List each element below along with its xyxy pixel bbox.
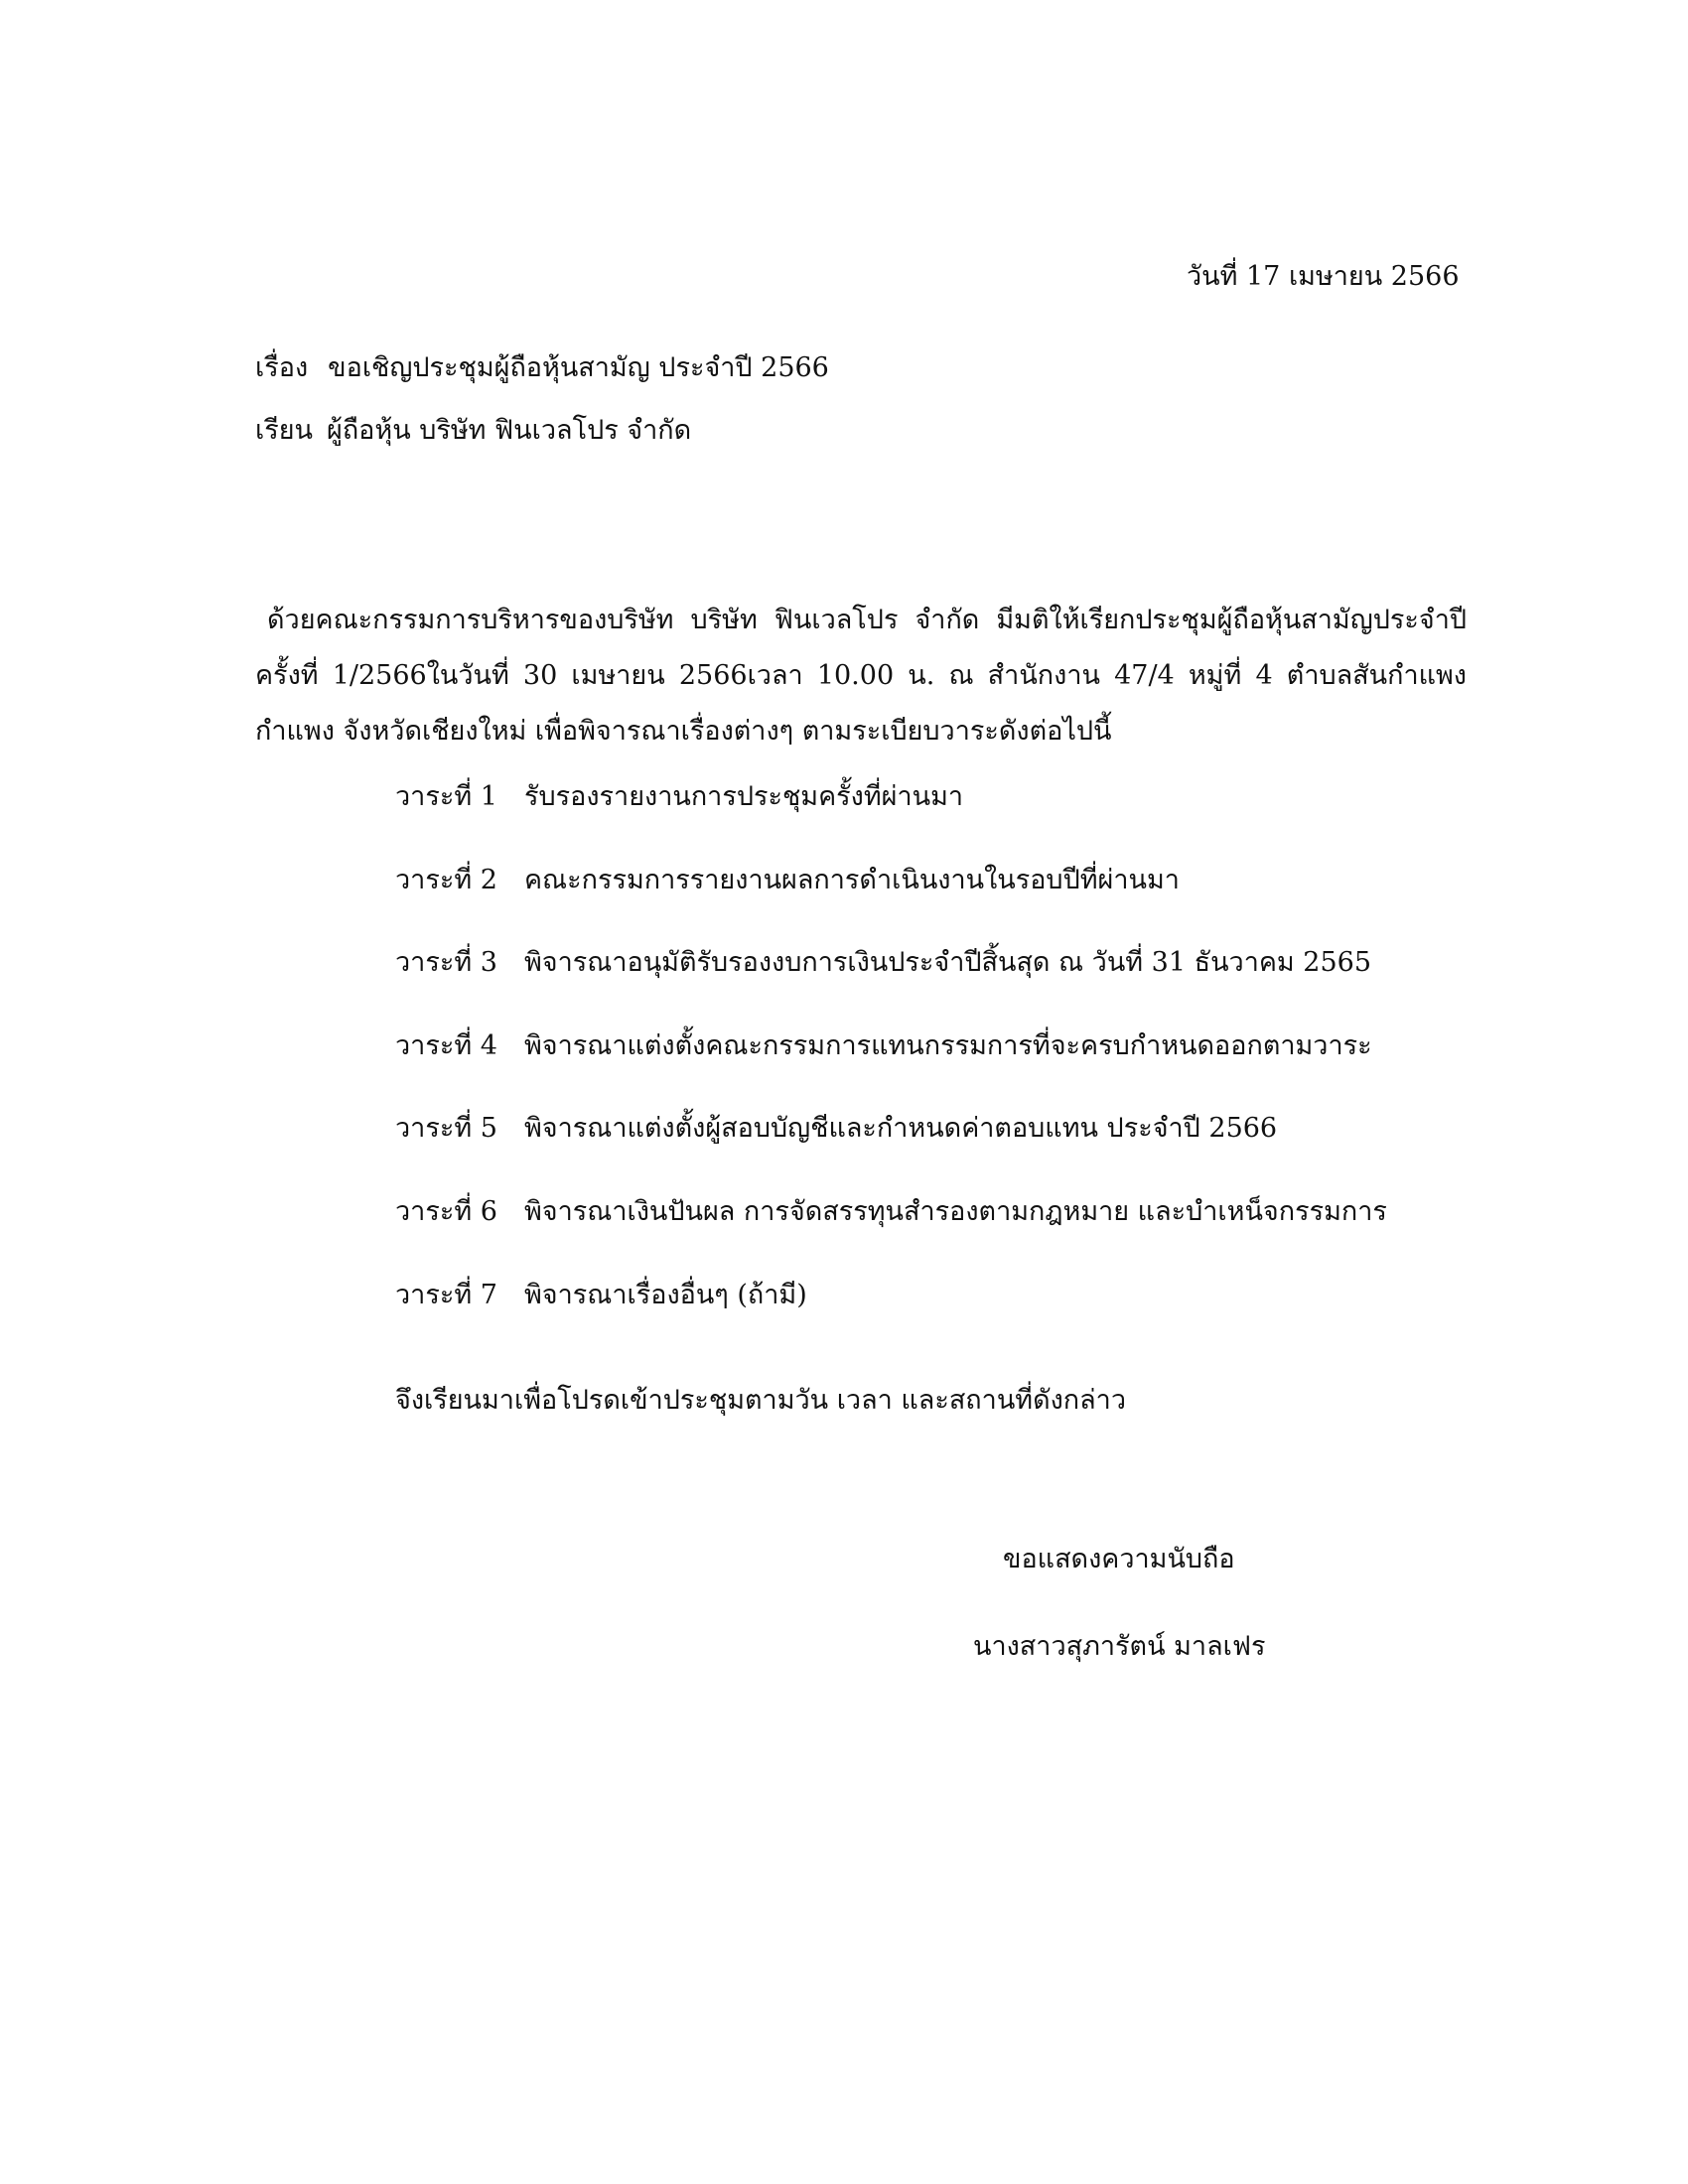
subject-text: ขอเชิญประชุมผู้ถือหุ้นสามัญ ประจำปี 2566	[328, 352, 829, 383]
letter-body	[255, 593, 1467, 759]
body-line: ครั้งที่ 1/2566ในวันที่ 30 เมษายน 2566เวลา 10.00 น. ณ สำนักงาน 47/4 หมู่ที่ 4 ตำบลสันกำแพง	[255, 660, 1467, 691]
signer-name: นางสาวสุภารัตน์ มาลเฟร	[973, 1631, 1266, 1662]
agenda-item	[395, 940, 1387, 1024]
agenda-text: พิจารณาแต่งตั้งผู้สอบบัญชีและกำหนดค่าตอบแทน ประจำปี 2566	[524, 1113, 1278, 1145]
subject-label: เรื่อง	[255, 352, 309, 383]
agenda-label: วาระที่ 7	[395, 1279, 497, 1310]
agenda-label: วาระที่ 1	[395, 781, 497, 812]
closing-sentence: จึงเรียนมาเพื่อโปรดเข้าประชุมตามวัน เวลา และสถานที่ดังกล่าว	[395, 1385, 1127, 1416]
agenda-list	[395, 774, 1387, 1355]
agenda-text: รับรองรายงานการประชุมครั้งที่ผ่านมา	[524, 781, 964, 812]
agenda-label: วาระที่ 3	[395, 947, 497, 979]
agenda-label: วาระที่ 5	[395, 1113, 497, 1145]
recipient-text: ผู้ถือหุ้น บริษัท ฟินเวลโปร จำกัด	[327, 415, 692, 446]
recipient-line	[255, 415, 691, 447]
agenda-item	[395, 1189, 1387, 1273]
agenda-text: พิจารณาเงินปันผล การจัดสรรทุนสำรองตามกฎหมาย และบำเหน็จกรรมการ	[524, 1195, 1387, 1227]
agenda-text: พิจารณาแต่งตั้งคณะกรรมการแทนกรรมการที่จะครบกำหนดออกตามวาระ	[524, 1029, 1372, 1061]
agenda-text: พิจารณาเรื่องอื่นๆ (ถ้ามี)	[524, 1279, 807, 1310]
body-line: ด้วยคณะกรรมการบริหารของบริษัท บริษัท ฟินเวลโปร จำกัด มีมติให้เรียกประชุมผู้ถือหุ้นสามัญประจำปี	[267, 605, 1467, 635]
recipient-label: เรียน	[255, 415, 314, 446]
subject-line	[255, 352, 829, 384]
agenda-item	[395, 1106, 1387, 1189]
regards-line: ขอแสดงความนับถือ	[1003, 1544, 1235, 1574]
agenda-label: วาระที่ 2	[395, 864, 497, 895]
agenda-item	[395, 774, 1387, 858]
agenda-label: วาระที่ 4	[395, 1029, 497, 1061]
agenda-label: วาระที่ 6	[395, 1195, 497, 1227]
agenda-item	[395, 1024, 1387, 1107]
body-line: กำแพง จังหวัดเชียงใหม่ เพื่อพิจารณาเรื่องต่างๆ ตามระเบียบวาระดังต่อไปนี้	[255, 716, 1112, 747]
agenda-item	[395, 1273, 1387, 1356]
agenda-text: พิจารณาอนุมัติรับรองงบการเงินประจำปีสิ้นสุด ณ วันที่ 31 ธันวาคม 2565	[524, 947, 1372, 979]
letter-date: วันที่ 17 เมษายน 2566	[1187, 261, 1460, 292]
agenda-text: คณะกรรมการรายงานผลการดำเนินงานในรอบปีที่ผ่านมา	[524, 864, 1180, 895]
agenda-item	[395, 858, 1387, 941]
